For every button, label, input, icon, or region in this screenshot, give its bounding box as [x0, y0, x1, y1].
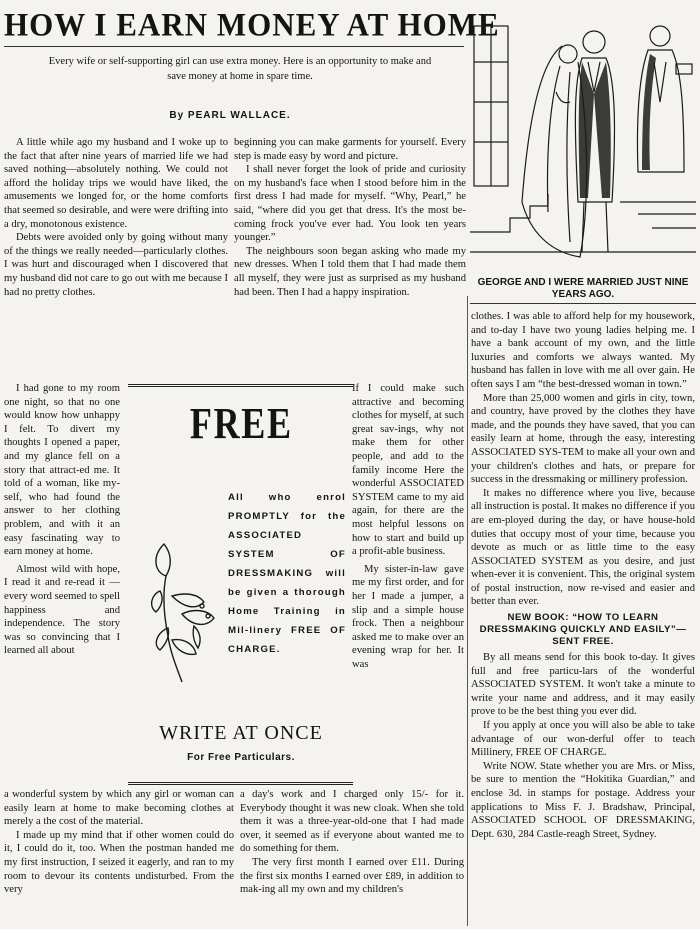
- flower-illustration: [142, 536, 222, 686]
- paragraph: I made up my mind that if other women could do it, I could do it, too. When the postman handed me my first instruction, I seized it eagerly, and ran to my room to devour its contents undisturbed. From the very: [4, 829, 234, 896]
- paragraph: The very first month I earned over £11. During the first six months I earned over £89, in addition to mak-ing all my own and my children's: [240, 856, 464, 896]
- page-title: HOW I EARN MONEY AT HOME: [4, 6, 500, 43]
- new-book-subhead: NEW BOOK: “HOW TO LEARN DRESSMAKING QUICKLY AND EASILY”—SENT FREE.: [479, 612, 687, 648]
- ad-top-rule: [128, 384, 353, 387]
- article-col2-top: [234, 136, 466, 299]
- article-col-b: [352, 382, 464, 671]
- paragraph: I shall never forget the look of pride and curiosity on my husband's face when I stood before him in the first dress I had made for myself. “Why, Pearl,” he said, “where did you get that dress. It's the most be-coming frock you've ever had. You look ten years younger.”: [234, 164, 466, 244]
- paragraph: Almost wild with hope, I read it and re-read it — every word seemed to spell happiness and independence. The story was so convincing that I learned all about: [4, 563, 120, 657]
- paragraph: beginning you can make garments for yourself. Every step is made easy by word and picture.: [234, 137, 466, 162]
- wedding-illustration: [470, 2, 696, 272]
- paragraph: It makes no difference where you live, because all instruction is postal. It makes no difference if you are em-ployed during the day, or have house-hold duties that occupy most of your time, because you devote as much or as little time to the easy ASSOCIATED SYSTEM as you desire, and just when-ever it is convenient. This, the original system of postal instruction, now re-vised and easier and better than ever.: [471, 487, 695, 608]
- free-particulars: For Free Particulars.: [187, 752, 295, 763]
- ad-copy: All who enrol PROMPTLY for the ASSOCIATED SYSTEM OF DRESSMAKING will be given a thorough Home Training in Mil-linery FREE OF CHARGE.: [228, 492, 346, 655]
- byline: By PEARL WALLACE.: [169, 110, 291, 121]
- paragraph: My sister-in-law gave me my first order, and for her I made a jumper, a slip and a simple house frock. Then a neighbour asked me to make over an evening wrap for her. It was: [352, 563, 464, 670]
- title-rule: [4, 46, 464, 47]
- paragraph: clothes. I was able to afford help for my housework, and to-day I have two young ladies helping me. I have a bank account of my own, and the little luxuries and comforts we always wanted. My husband has fallen in love with me all over gain. He often says I am “the best-dressed woman in town.”: [471, 311, 695, 390]
- free-heading: FREE: [189, 399, 293, 448]
- article-col2-bottom: [240, 788, 464, 897]
- paragraph: By all means send for this book to-day. It gives full and free particu-lars of the wonderful ASSOCIATED SYSTEM. It won't take a minute to write your name and address, and it may easily prove to be the best thing you ever did.: [471, 652, 695, 718]
- article-col1-top: [4, 136, 228, 299]
- paragraph: If I could make such attractive and becoming clothes for myself, at such great sav-ings, why not make them for other people, and add to the family income Here the wonderful ASSOCIATED SYSTEM came to my aid again, for there are the most helpful lessons on how to start and build up a profit-able business.: [352, 383, 464, 558]
- paragraph: The neighbours soon began asking who made my new dresses. When I told them that I had made them all myself, they were just as surprised as my husband had been. Then I had a happy inspiration.: [234, 245, 466, 298]
- intro-text: Every wife or self-supporting girl can use extra money. Here is an opportunity to make and save money at home in spare time.: [48, 56, 432, 82]
- paragraph: a day's work and I charged only 15/- for it. Everybody thought it was new cloak. When she told them it was a three-year-old-one that I had made over, it seemed as if everyone about wanted me to do something for them.: [240, 789, 464, 855]
- article-col-a: [4, 382, 120, 658]
- column-divider: [467, 296, 468, 926]
- caption-rule: [470, 303, 696, 304]
- write-at-once: WRITE AT ONCE: [159, 722, 323, 744]
- ad-bottom-rule: [128, 782, 353, 785]
- paragraph: More than 25,000 women and girls in city, town, and country, have proved by the clothes they have made, and the pounds they have saved, that you can easily learn at home, through the easy, interesting ASSOCIATED SYS-TEM to make all your own and your children's clothes and hats, or prepare for success in the dressmaking or millinery profession.: [471, 392, 695, 486]
- article-col3: [471, 310, 695, 841]
- paragraph: Debts were avoided only by going without many of the things we really needed—particularly clothes. I was hurt and discouraged when I discovered that my husband did not care to go out with me because I had no pretty clothes.: [4, 232, 228, 298]
- paragraph: If you apply at once you will also be able to take advantage of our won-derful offer to teach Millinery, FREE OF CHARGE.: [471, 720, 695, 759]
- paragraph: I had gone to my room one night, so that no one would know how unhappy I felt. To divert my thoughts I opened a paper, and my glance fell on a story that attract-ed me. It told of a woman, like my-self, who had found the answer to her clothing problem, and with it an easy fascinating way to earn money at home.: [4, 383, 120, 558]
- paragraph: Write NOW. State whether you are Mrs. or Miss, be sure to mention the “Hokitika Guardian,” and enclose 3d. in stamps for postage. Address your applications to Miss F. J. Bradshaw, Principal, ASSOCIATED SCHOOL OF DRESSMAKING, Dept. 630, 284 Castle-reagh Street, Sydney.: [471, 760, 695, 840]
- paragraph: a wonderful system by which any girl or woman can easily learn at home to make becoming clothes at merely a the cost of the material.: [4, 789, 234, 828]
- article-col1-bottom: [4, 788, 234, 897]
- paragraph: A little while ago my husband and I woke up to the fact that after nine years of married life we had saved nothing—absolutely nothing. We could not afford the holiday trips we would have liked, the amusements we longed for, or the home comforts that seemed so desirable, and were were drifting into a dry, monotonous existence.: [4, 137, 228, 230]
- photo-caption: GEORGE AND I WERE MARRIED JUST NINE YEARS AGO.: [477, 277, 689, 300]
